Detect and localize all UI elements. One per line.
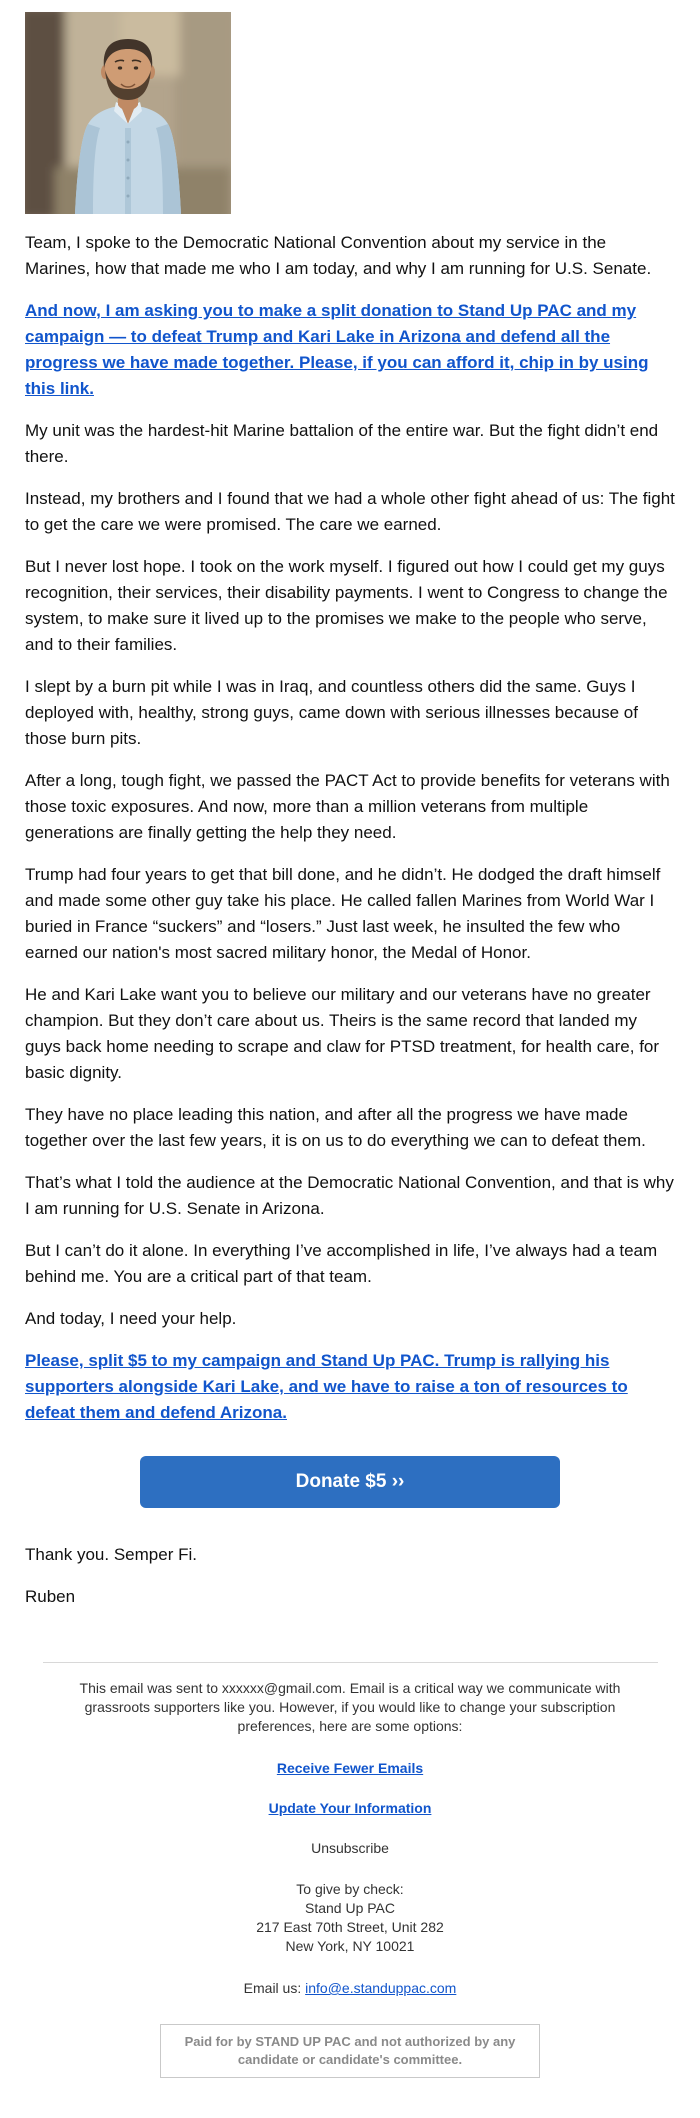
split-donation-link[interactable]: And now, I am asking you to make a split donation to Stand Up PAC and my campaign — to defeat Trump and Kari Lake in Arizona and defend all the progress we have made together. Please, if you can afford it, chip in by using this link. <box>25 301 649 398</box>
body-paragraph: I slept by a burn pit while I was in Iraq, and countless others did the same. Guys I deployed with, healthy, strong guys, came down with serious illnesses because of those burn pits. <box>25 677 638 748</box>
check-line: Stand Up PAC <box>304 1900 395 1916</box>
body-paragraph: They have no place leading this nation, and after all the progress we have made together over the last few years, it is on us to do everything we can to defeat them. <box>25 1105 646 1150</box>
donate-button[interactable]: Donate $5 ›› <box>140 1456 560 1508</box>
sender-photo-illustration <box>25 12 231 214</box>
body-paragraph: After a long, tough fight, we passed the PACT Act to provide benefits for veterans with those toxic exposures. And now, more than a million veterans from multiple generations are finally getting the help they need. <box>25 771 670 842</box>
check-line: To give by check: <box>296 1881 404 1897</box>
body-paragraph: He and Kari Lake want you to believe our military and our veterans have no greater champion. But they don’t care about us. Theirs is the same record that landed my guys back home needing to scrape and claw for PTSD treatment, for health care, for basic dignity. <box>25 985 660 1082</box>
body-paragraph: Instead, my brothers and I found that we had a whole other fight ahead of us: The fight to get the care we were promised. The care we earned. <box>25 489 675 534</box>
donation-link-paragraph-1 <box>25 298 675 402</box>
intro-paragraph: Team, I spoke to the Democratic National Convention about my service in the Marines, how that made me who I am today, and why I am running for U.S. Senate. <box>25 233 652 278</box>
email-us-label: Email us: <box>243 1980 306 1996</box>
check-line: 217 East 70th Street, Unit 282 <box>256 1919 444 1935</box>
unsubscribe-row <box>25 1840 675 1856</box>
footer-link-row <box>25 1760 675 1776</box>
closing-line: Thank you. Semper Fi. <box>25 1545 197 1564</box>
body-paragraph: But I never lost hope. I took on the work myself. I figured out how I could get my guys recognition, their services, their disability payments. I went to Congress to change the system, to make sure it lived up to the promises we make to the people who serve, and to their families. <box>25 557 668 654</box>
footer-link-row <box>25 1800 675 1816</box>
unsubscribe-link[interactable]: Unsubscribe <box>311 1840 389 1856</box>
body-paragraph: Trump had four years to get that bill done, and he didn’t. He dodged the draft himself and made some other guy take his place. He called fallen Marines from World War I buried in France “suckers” and “losers.” Just last week, he insulted the few who earned our nation's most sacred military honor, the Medal of Honor. <box>25 865 661 962</box>
footer-divider <box>43 1662 658 1663</box>
give-by-check-block <box>25 1880 675 1956</box>
email-us-row <box>25 1980 675 1996</box>
paid-for-disclaimer-box <box>160 2024 540 2078</box>
footer-sent-text: This email was sent to xxxxxx@gmail.com. Email is a critical way we communicate with grassroots supporters like you. However, if you would like to change your subscription preferences, here are some options: <box>79 1680 621 1734</box>
donation-link-paragraph-2 <box>25 1348 675 1426</box>
check-line: New York, NY 10021 <box>285 1938 415 1954</box>
donate-button-row <box>25 1456 675 1508</box>
body-paragraph: My unit was the hardest-hit Marine battalion of the entire war. But the fight didn’t end there. <box>25 421 659 466</box>
signature: Ruben <box>25 1587 76 1606</box>
sender-photo <box>25 12 675 214</box>
body-paragraph: That’s what I told the audience at the Democratic National Convention, and that is why I am running for U.S. Senate in Arizona. <box>25 1173 674 1218</box>
receive-fewer-emails-link[interactable]: Receive Fewer Emails <box>276 1760 424 1776</box>
email-footer <box>25 1662 675 2078</box>
paid-for-disclaimer-text: Paid for by STAND UP PAC and not authorized by any candidate or candidate's committee. <box>184 2034 516 2067</box>
email-us-link[interactable]: info@e.standuppac.com <box>305 1980 457 1996</box>
body-paragraph: And today, I need your help. <box>25 1309 237 1328</box>
split-five-dollars-link[interactable]: Please, split $5 to my campaign and Stand Up PAC. Trump is rallying his supporters alongside Kari Lake, and we have to raise a ton of resources to defeat them and defend Arizona. <box>25 1351 628 1422</box>
body-paragraph: But I can’t do it alone. In everything I’ve accomplished in life, I’ve always had a team behind me. You are a critical part of that team. <box>25 1241 658 1286</box>
update-your-information-link[interactable]: Update Your Information <box>268 1800 432 1816</box>
